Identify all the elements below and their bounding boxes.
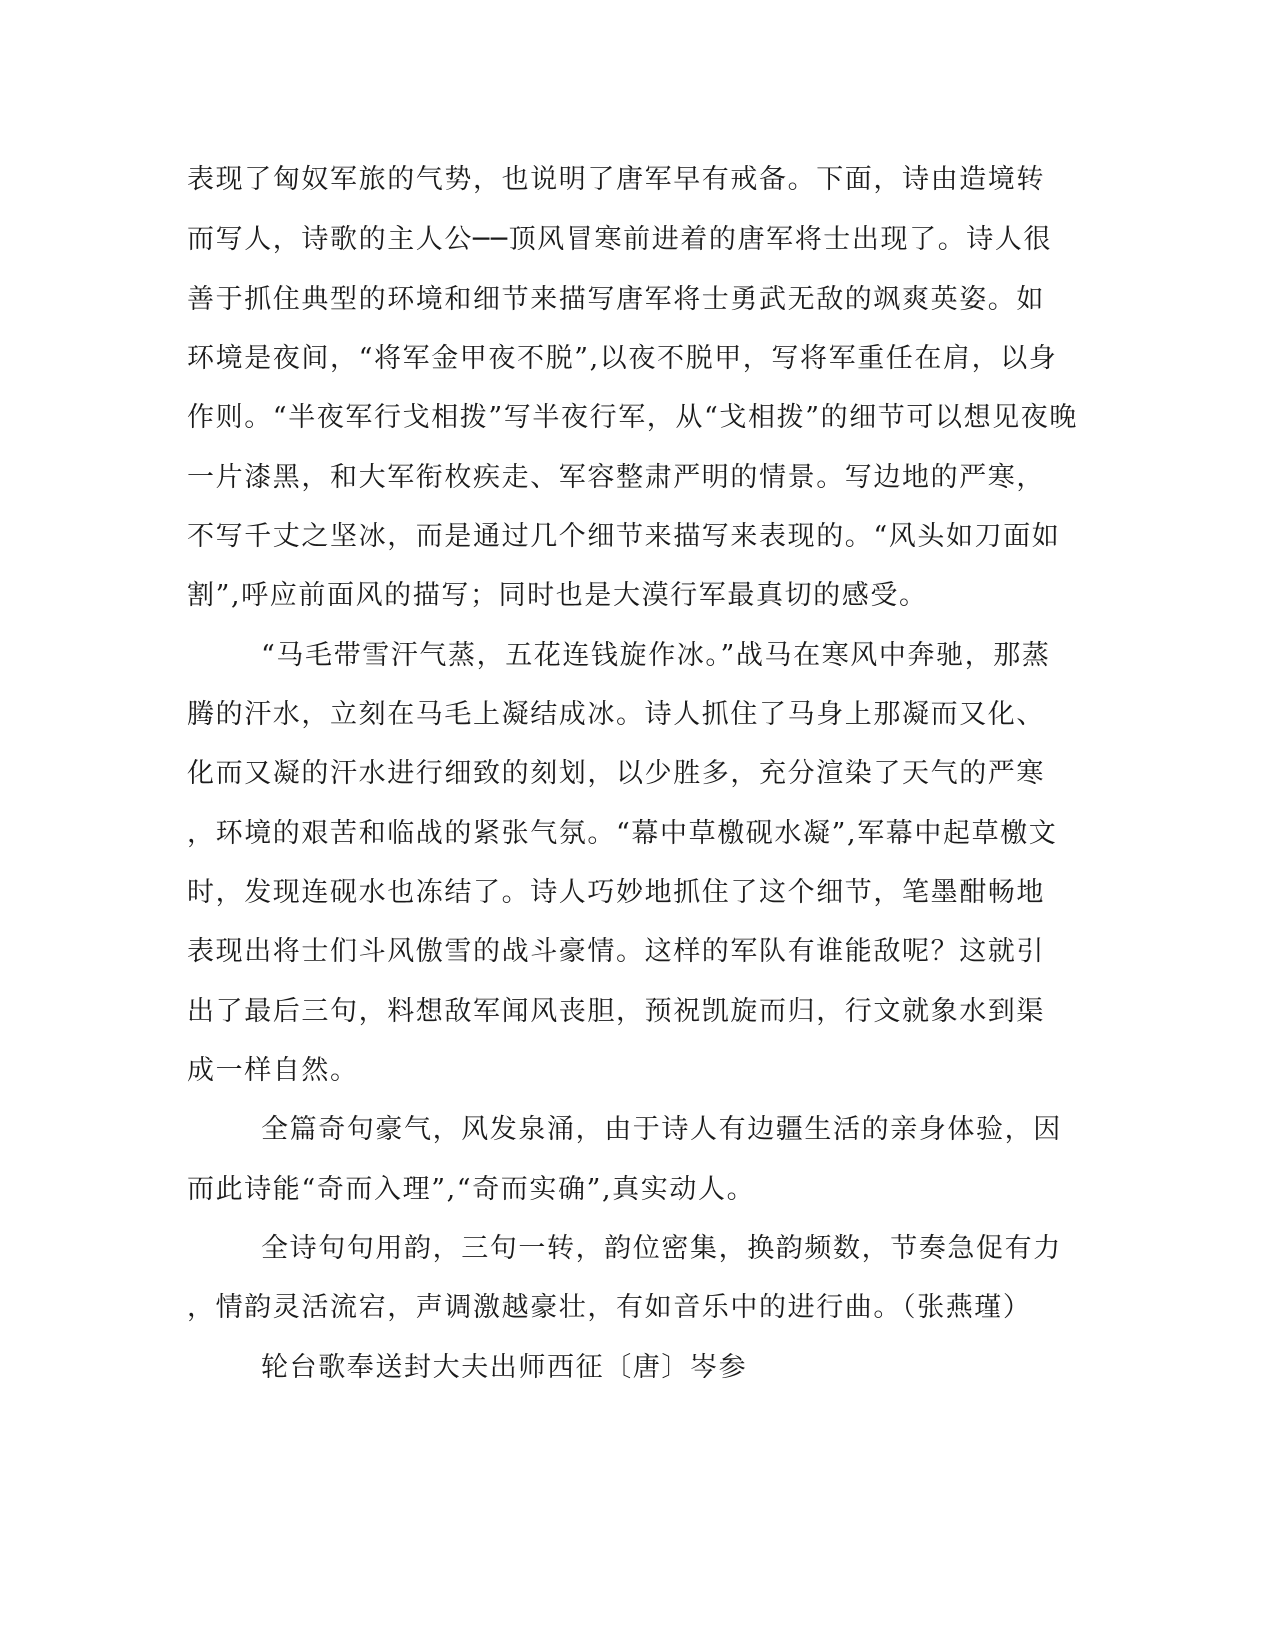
text-line: 而写人，诗歌的主人公──顶风冒寒前进着的唐军将士出现了。诗人很 [187, 224, 1053, 255]
text-line: 出了最后三句，料想敌军闻风丧胆，预祝凯旋而归，行文就象水到渠 [187, 996, 1045, 1027]
poem-title-line: 轮台歌奉送封大夫出师西征〔唐〕岑参 [261, 1352, 748, 1383]
text-line: 表现出将士们斗风傲雪的战斗豪情。这样的军队有谁能敌呢？这就引 [187, 936, 1045, 967]
text-line: 表现了匈奴军旅的气势，也说明了唐军早有戒备。下面，诗由造境转 [187, 164, 1045, 195]
text-line: 环境是夜间，“将军金甲夜不脱”,以夜不脱甲，写将军重任在肩，以身 [187, 343, 1058, 374]
text-line: 成一样自然。 [187, 1055, 359, 1086]
text-line: ，环境的艰苦和临战的紧张气氛。“幕中草檄砚水凝”,军幕中起草檄文 [187, 818, 1058, 849]
text-line: 化而又凝的汗水进行细致的刻划，以少胜多，充分渲染了天气的严寒 [187, 758, 1045, 789]
paragraph-start-line: “马毛带雪汗气蒸，五花连钱旋作冰。”战马在寒风中奔驰，那蒸 [261, 640, 1051, 671]
text-line: 善于抓住典型的环境和细节来描写唐军将士勇武无敌的飒爽英姿。如 [187, 284, 1045, 315]
text-line: ，情韵灵活流宕，声调激越豪壮，有如音乐中的进行曲。（张燕瑾） [187, 1292, 1032, 1323]
text-line: 一片漆黑，和大军衔枚疾走、军容整肃严明的情景。写边地的严寒， [187, 462, 1045, 493]
text-line: 而此诗能“奇而入理”,“奇而实确”,真实动人。 [187, 1174, 756, 1205]
text-line: 作则。“半夜军行戈相拨”写半夜行军，从“戈相拨”的细节可以想见夜晚 [187, 402, 1079, 433]
text-line: 不写千丈之坚冰，而是通过几个细节来描写来表现的。“风头如刀面如 [187, 521, 1061, 552]
paragraph-start-line: 全篇奇句豪气，风发泉涌，由于诗人有边疆生活的亲身体验，因 [261, 1114, 1062, 1145]
text-line: 腾的汗水，立刻在马毛上凝结成冰。诗人抓住了马身上那凝而又化、 [187, 699, 1045, 730]
text-line: 割”,呼应前面风的描写；同时也是大漠行军最真切的感受。 [187, 580, 928, 611]
paragraph-start-line: 全诗句句用韵，三句一转，韵位密集，换韵频数，节奏急促有力 [261, 1233, 1062, 1264]
text-line: 时，发现连砚水也冻结了。诗人巧妙地抓住了这个细节，笔墨酣畅地 [187, 877, 1045, 908]
